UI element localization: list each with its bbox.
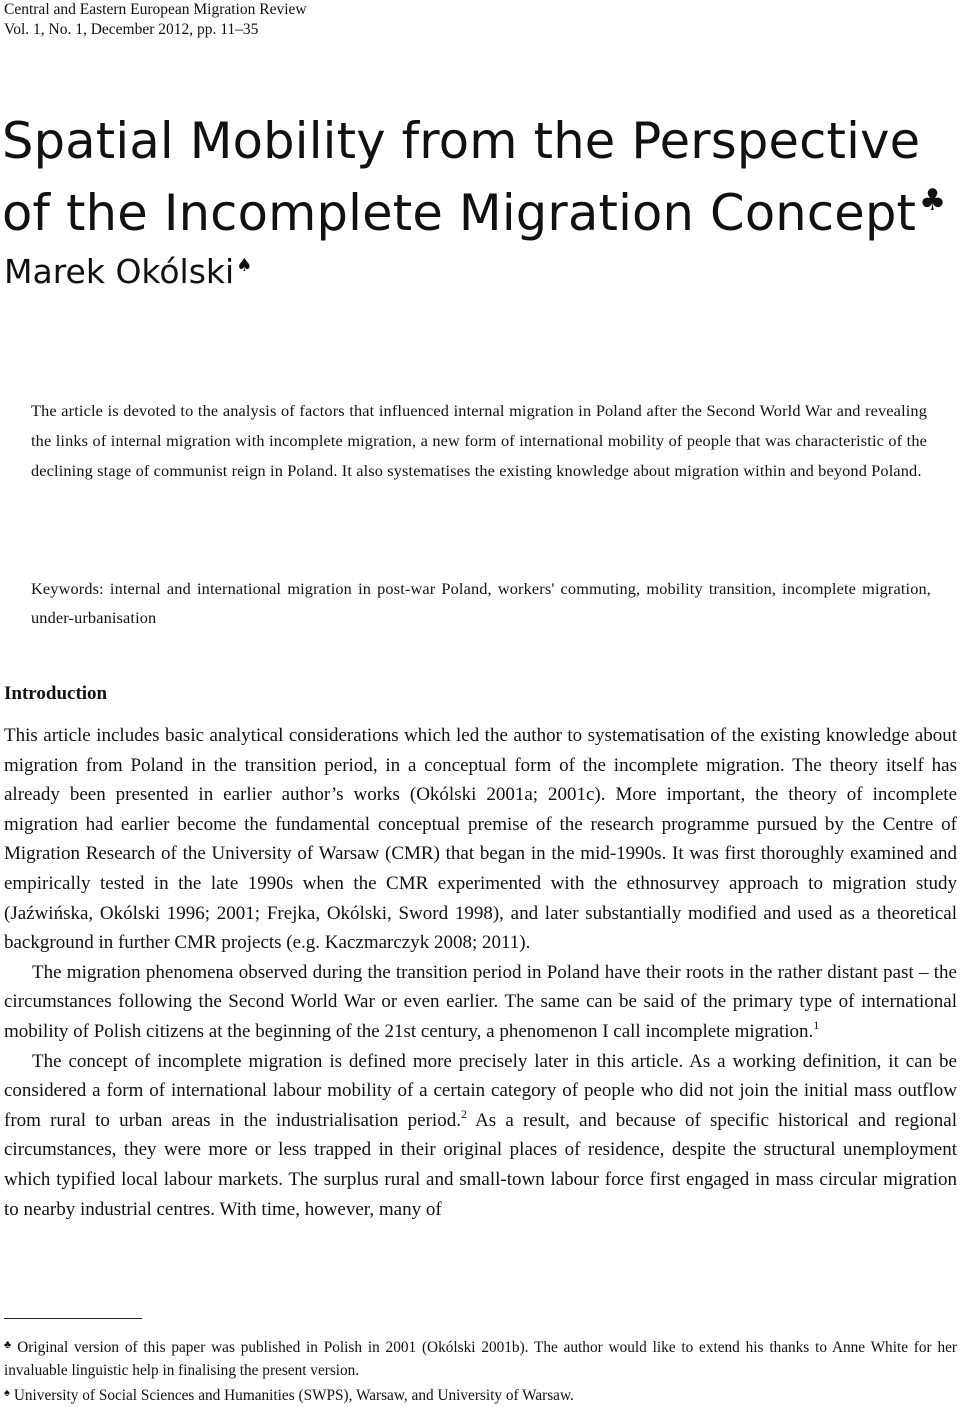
footnote-1-text: Original version of this paper was published in Polish in 2001 (Okólski 2001b). The author would like to extend his thanks to Anne White for her invaluable linguistic help in finalising the present version. — [4, 1339, 957, 1379]
article-title — [2, 111, 946, 243]
paragraph-2 — [4, 958, 957, 1047]
footnote-2 — [4, 1382, 957, 1407]
footnote-2-text: University of Social Sciences and Humanities (SWPS), Warsaw, and University of Warsaw. — [13, 1387, 574, 1404]
footnote-1-symbol: ♣ — [4, 1339, 14, 1351]
author-name: Marek Okólski — [4, 252, 235, 291]
footnote-divider — [4, 1318, 142, 1319]
footnote-ref-1[interactable]: 1 — [813, 1017, 820, 1032]
author-line — [4, 246, 252, 292]
journal-issue: Vol. 1, No. 1, December 2012, pp. 11–35 — [4, 21, 259, 38]
article-title-line2: of the Incomplete Migration Concept — [2, 184, 917, 242]
introduction-body — [4, 721, 957, 1224]
paragraph-2-text: The migration phenomena observed during the transition period in Poland have their roots in the rather distant past – the circumstances following the Second World War or even earlier. The same can be said of the primary type of international mobility of Polish citizens at the beginning of the 21st century, a phenomenon I call incomplete migration. — [4, 961, 957, 1042]
abstract: The article is devoted to the analysis of factors that influenced internal migration in Poland after the Second World War and revealing the links of internal migration with incomplete migration, a new form of international mobility of people that was characteristic of the declining stage of communist reign in Poland. It also systematises the existing knowledge about migration within and beyond Poland. — [31, 401, 927, 480]
footnote-1 — [4, 1334, 957, 1382]
keywords: Keywords: internal and international migration in post-war Poland, workers' commuting, mobility transition, incomplete migration, under-urbanisation — [31, 579, 931, 627]
footnote-ref-2[interactable]: 2 — [460, 1106, 467, 1121]
title-footnote-symbol: ♣ — [919, 183, 947, 218]
paragraph-3-text-a: The concept of incomplete migration is defined more precisely later in this article. As a working definition, it can be considered a form of international labour mobility of a certain category of people who did not join the initial mass outflow from rural to urban areas in the industrialisation period. — [4, 1050, 957, 1131]
paragraph-1: This article includes basic analytical considerations which led the author to systematisation of the existing knowledge about migration from Poland in the transition period, in a conceptual form of the incomplete migration. The theory itself has already been presented in earlier author’s works (Okólski 2001a; 2001c). More important, the theory of incomplete migration had earlier become the fundamental conceptual premise of the research programme pursued by the Centre of Migration Research of the University of Warsaw (CMR) that began in the mid-1990s. It was first thoroughly examined and empirically tested in the late 1990s when the CMR experimented with the ethnosurvey approach to migration study (Jaźwińska, Okólski 1996; 2001; Frejka, Okólski, Sword 1998), and later substantially modified and used as a theoretical background in further CMR projects (e.g. Kaczmarczyk 2008; 2011). — [4, 725, 957, 954]
footnote-2-symbol: ♠ — [4, 1387, 10, 1399]
article-title-line1: Spatial Mobility from the Perspective — [2, 112, 921, 170]
footnotes — [4, 1334, 957, 1407]
author-footnote-symbol: ♠ — [236, 255, 253, 276]
journal-header — [4, 0, 307, 40]
journal-name: Central and Eastern European Migration Review — [4, 1, 307, 18]
paragraph-3 — [4, 1047, 957, 1225]
section-heading-introduction: Introduction — [4, 683, 108, 704]
paragraph-3-text-b: As a result, and because of specific historical and regional circumstances, they were more or less trapped in their original places of residence, despite the structural unemployment which typified local labour markets. The surplus rural and small-town labour force first engaged in mass circular migration to nearby industrial centres. With time, however, many of — [4, 1109, 957, 1220]
